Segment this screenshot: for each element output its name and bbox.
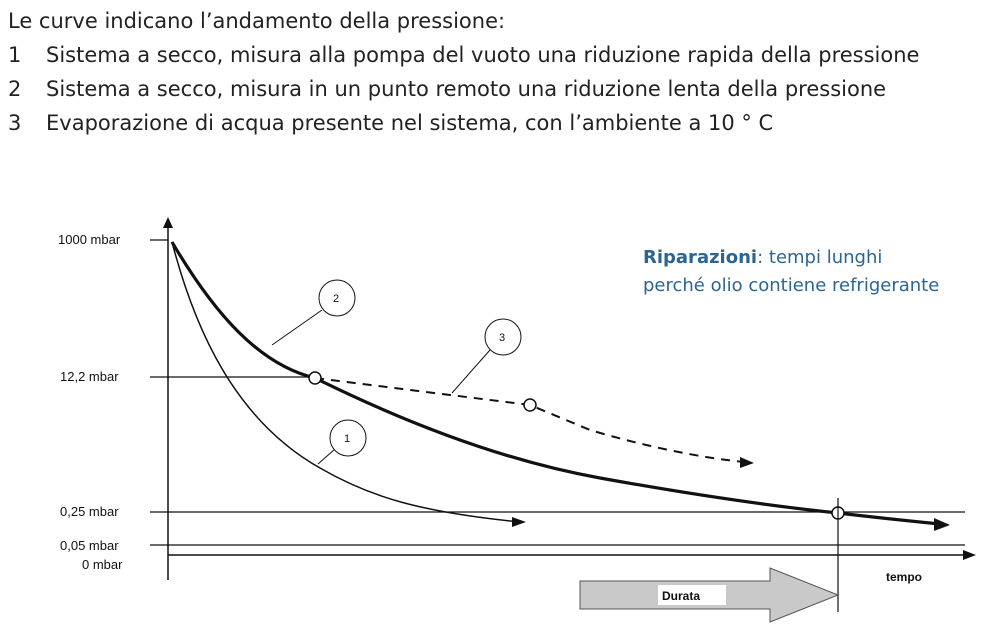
y-label-0-05: 0,05 mbar xyxy=(60,538,119,553)
point-12-2 xyxy=(309,372,321,384)
repairs-note-line2: perché olio contiene refrigerante xyxy=(643,275,940,296)
callout-2-leader xyxy=(272,310,322,345)
point-evap xyxy=(524,399,536,411)
intro-item-3: 3 Evaporazione di acqua presente nel sistema, con l’ambiente a 10 ° C xyxy=(8,111,774,135)
intro-heading: Le curve indicano l’andamento della pressione: xyxy=(8,9,506,33)
curve-2-arrow xyxy=(934,518,950,531)
callout-1-leader xyxy=(318,449,335,464)
intro-item-2: 2 Sistema a secco, misura in un punto remoto una riduzione lenta della pressione xyxy=(8,77,887,101)
y-axis-arrow xyxy=(163,217,173,228)
y-label-0-25: 0,25 mbar xyxy=(60,504,119,519)
intro-item-1: 1 Sistema a secco, misura alla pompa del vuoto una riduzione rapida della pressione xyxy=(8,43,920,67)
curve-3-arrow xyxy=(740,457,754,468)
y-label-12-2: 12,2 mbar xyxy=(60,369,119,384)
curve-3 xyxy=(315,378,745,462)
repairs-note-bold: Riparazioni xyxy=(643,247,758,268)
callout-3-leader xyxy=(452,350,490,393)
x-axis-label: tempo xyxy=(886,570,922,584)
callout-3-label: 3 xyxy=(499,332,506,344)
callout-2-label: 2 xyxy=(333,293,340,305)
duration-label: Durata xyxy=(662,589,701,603)
curve-1-arrow xyxy=(512,517,526,527)
y-label-0: 0 mbar xyxy=(82,557,123,572)
y-label-1000: 1000 mbar xyxy=(58,232,121,247)
x-axis-arrow xyxy=(963,550,976,560)
curve-2 xyxy=(172,242,940,524)
repairs-note-line1: Riparazioni: tempi lunghi xyxy=(643,247,883,268)
callout-1-label: 1 xyxy=(344,433,351,445)
